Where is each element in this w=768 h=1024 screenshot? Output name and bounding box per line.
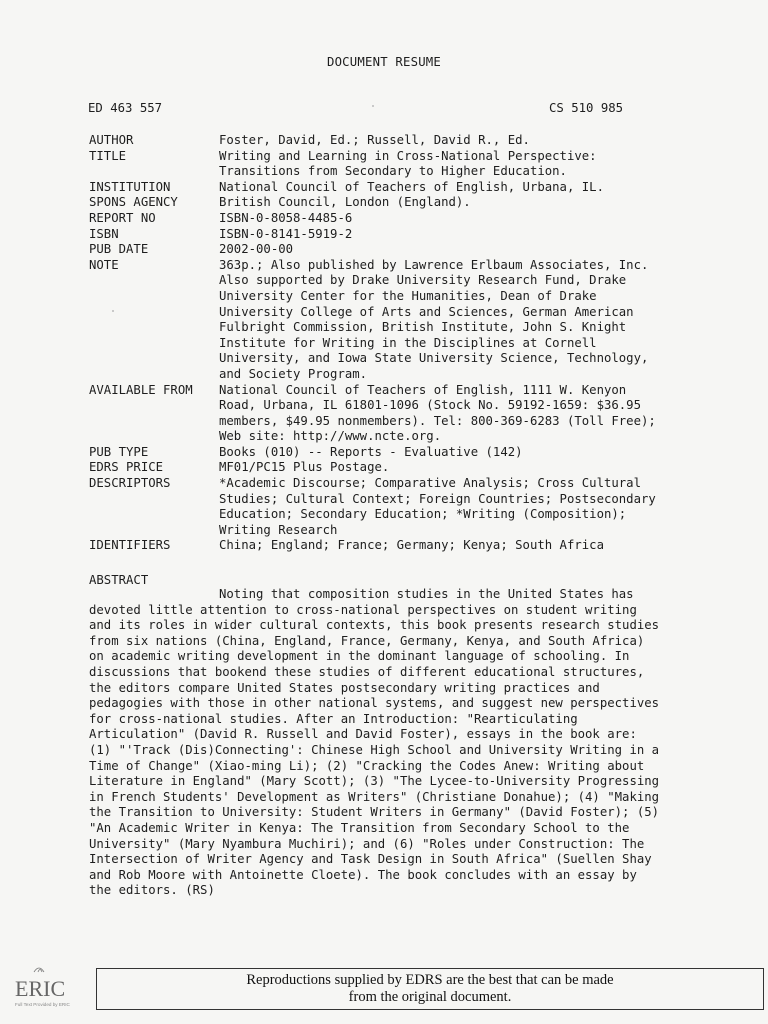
field-pub-date <box>89 242 729 258</box>
field-value-line: Education; Secondary Education; *Writing (Composition); <box>219 507 627 522</box>
scan-speck <box>112 310 114 312</box>
abstract-line: and its roles in wider cultural contexts, this book presents research studies <box>89 618 660 633</box>
field-value-line: ISBN-0-8141-5919-2 <box>219 226 353 241</box>
abstract-line: devoted little attention to cross-national perspectives on student writing <box>89 602 637 617</box>
abstract-line: from six nations (China, England, France, Germany, Kenya, and South Africa) <box>89 633 645 648</box>
abstract-line: in French Students' Development as Writers" (Christiane Donahue); (4) "Making <box>89 789 660 804</box>
abstract-line: Time of Change" (Xiao-ming Li); (2) "Cracking the Codes Anew: Writing about <box>89 758 645 773</box>
field-label: INSTITUTION <box>89 179 171 194</box>
field-value-line: University, and Iowa State University Science, Technology, <box>219 351 649 366</box>
abstract-line: discussions that bookend these studies of different educational structures, <box>89 664 645 679</box>
field-value-line: Studies; Cultural Context; Foreign Countries; Postsecondary <box>219 491 656 506</box>
field-value-line: Web site: http://www.ncte.org. <box>219 429 442 444</box>
field-note <box>89 258 729 383</box>
field-label: SPONS AGENCY <box>89 195 178 210</box>
field-value-line: members, $49.95 nonmembers). Tel: 800-369-6283 (Toll Free); <box>219 413 656 428</box>
abstract-line: Articulation" (David R. Russell and David Foster), essays in the book are: <box>89 727 637 742</box>
metadata-fields <box>89 133 729 554</box>
field-value <box>219 180 729 196</box>
field-value-line: Writing Research <box>219 522 338 537</box>
field-value <box>219 149 729 180</box>
field-label: TITLE <box>89 148 127 163</box>
field-label: PUB DATE <box>89 242 149 257</box>
field-isbn <box>89 227 729 243</box>
abstract-line: on academic writing development in the dominant language of schooling. In <box>89 649 630 664</box>
reproduction-notice <box>96 968 764 1010</box>
field-label: IDENTIFIERS <box>89 538 171 553</box>
field-value <box>219 538 729 554</box>
field-value-line: National Council of Teachers of English, Urbana, IL. <box>219 179 604 194</box>
field-title <box>89 149 729 180</box>
document-title: DOCUMENT RESUME <box>326 55 442 69</box>
field-label: PUB TYPE <box>89 444 149 459</box>
field-value <box>219 258 729 383</box>
abstract-line: the Transition to University: Student Writers in Germany" (David Foster); (5) <box>89 805 660 820</box>
field-value-line: Also supported by Drake University Research Fund, Drake <box>219 273 627 288</box>
field-label: AVAILABLE FROM <box>89 382 193 397</box>
abstract-line: Noting that composition studies in the United States has <box>219 587 634 601</box>
abstract-line: (1) "'Track (Dis)Connecting': Chinese High School and University Writing in a <box>89 742 660 757</box>
field-spons-agency <box>89 195 729 211</box>
field-value <box>219 242 729 258</box>
field-value-line: University College of Arts and Sciences, German American <box>219 304 634 319</box>
field-value-line: 363p.; Also published by Lawrence Erlbaum Associates, Inc. <box>219 257 649 272</box>
field-value <box>219 227 729 243</box>
notice-line: from the original document. <box>348 989 512 1005</box>
abstract-line: the editors. (RS) <box>89 883 215 898</box>
field-value <box>219 211 729 227</box>
field-label: AUTHOR <box>89 133 134 147</box>
field-pub-type <box>89 445 729 461</box>
field-value <box>219 460 729 476</box>
field-value-line: MF01/PC15 Plus Postage. <box>219 460 390 475</box>
field-value-line: Foster, David, Ed.; Russell, David R., Ed. <box>219 133 530 147</box>
field-value-line: Writing and Learning in Cross-National Perspective: <box>219 148 597 163</box>
abstract-line: for cross-national studies. After an Introduction: "Rearticulating <box>89 711 578 726</box>
field-value-line: British Council, London (England). <box>219 195 471 210</box>
field-value-line: Fulbright Commission, British Institute, John S. Knight <box>219 320 627 335</box>
field-value <box>219 133 729 149</box>
field-value <box>219 445 729 461</box>
field-value <box>219 195 729 211</box>
abstract-line: pedagogies with those in other national systems, and suggest new perspectives <box>89 696 660 711</box>
field-edrs-price <box>89 460 729 476</box>
field-value <box>219 476 729 538</box>
field-value-line: Institute for Writing in the Disciplines at Cornell <box>219 335 597 350</box>
field-value-line: and Society Program. <box>219 366 368 381</box>
field-value-line: ISBN-0-8058-4485-6 <box>219 210 353 225</box>
field-descriptors <box>89 476 729 538</box>
field-value-line: Books (010) -- Reports - Evaluative (142) <box>219 444 523 459</box>
field-value-line: Transitions from Secondary to Higher Education. <box>219 164 567 179</box>
abstract-heading: ABSTRACT <box>89 573 149 587</box>
eric-logo-subtext: Full Text Provided by ERIC <box>15 1002 70 1007</box>
field-value <box>219 383 729 445</box>
field-available-from <box>89 383 729 445</box>
field-label: DESCRIPTORS <box>89 476 171 491</box>
cs-number: CS 510 985 <box>549 101 624 115</box>
abstract-line: "An Academic Writer in Kenya: The Transition from Secondary School to the <box>89 820 630 835</box>
field-label: ISBN <box>89 226 119 241</box>
abstract-line: University" (Mary Nyambura Muchiri); and (6) "Roles under Construction: The <box>89 836 645 851</box>
field-value-line: University Center for the Humanities, Dean of Drake <box>219 288 597 303</box>
abstract-line: the editors compare United States postsecondary writing practices and <box>89 680 600 695</box>
field-value-line: China; England; France; Germany; Kenya; South Africa <box>219 538 604 553</box>
field-value-line: 2002-00-00 <box>219 242 294 257</box>
eric-logo-text: ERIC <box>15 976 66 1001</box>
field-report-no <box>89 211 729 227</box>
field-label: NOTE <box>89 257 119 272</box>
field-identifiers <box>89 538 729 554</box>
abstract-body <box>89 587 689 899</box>
abstract-line: Intersection of Writer Agency and Task Design in South Africa" (Suellen Shay <box>89 852 652 867</box>
notice-line: Reproductions supplied by EDRS are the best that can be made <box>246 972 614 988</box>
field-author <box>89 133 729 149</box>
field-value-line: *Academic Discourse; Comparative Analysis; Cross Cultural <box>219 476 641 491</box>
field-label: REPORT NO <box>89 210 156 225</box>
field-value-line: National Council of Teachers of English, 1111 W. Kenyon <box>219 382 627 397</box>
ed-number: ED 463 557 <box>88 101 163 115</box>
field-label: EDRS PRICE <box>89 460 164 475</box>
field-value-line: Road, Urbana, IL 61801-1096 (Stock No. 59192-1659: $36.95 <box>219 398 641 413</box>
abstract-line: and Rob Moore with Antoinette Cloete). The book concludes with an essay by <box>89 867 637 882</box>
scan-speck <box>372 105 374 107</box>
eric-logo <box>12 962 74 1010</box>
field-institution <box>89 180 729 196</box>
abstract-line: Literature in England" (Mary Scott); (3) "The Lycee-to-University Progressing <box>89 774 660 789</box>
